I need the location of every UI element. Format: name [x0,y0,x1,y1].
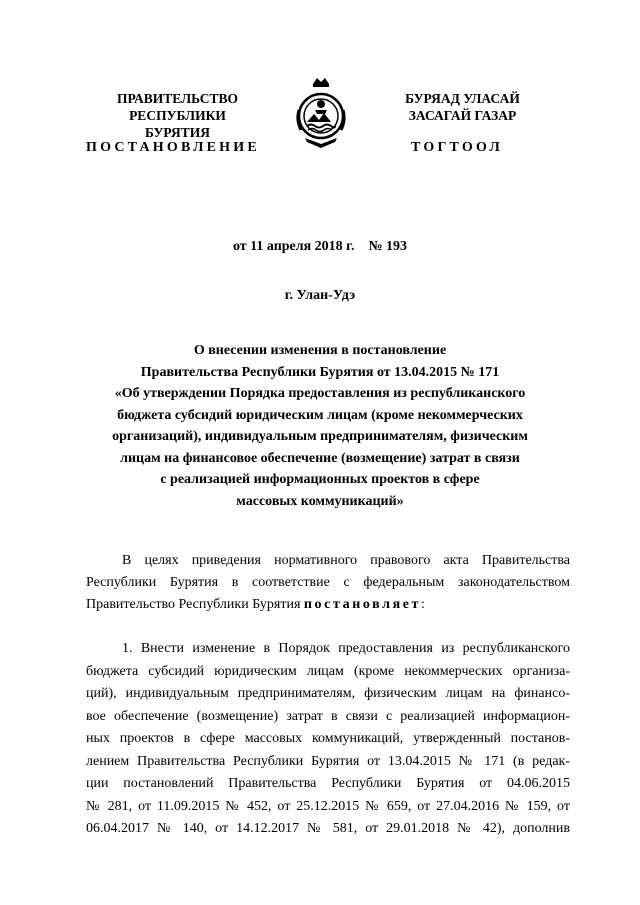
preamble-colon: : [421,597,425,612]
title-line: массовых коммуникаций» [236,493,404,509]
preamble-paragraph [86,550,570,616]
preamble-line-3-prefix: Правительство Республики Бурятия [86,597,301,612]
preamble-line: Республики Бурятия в соответствие с федеральным законодательством [86,575,570,590]
title-line: организаций), индивидуальным предпринимателям, физическим [112,429,528,444]
title-line: лицам на финансовое обеспечение (возмещение) затрат в связи [120,450,520,466]
body-line: 1. Внести изменение в Порядок предоставления из республиканского [122,641,570,656]
doctype-right: ТОГТООЛ [411,140,504,155]
body-line: ных проектов в сфере массовых коммуникаций, утвержденный постанов- [86,731,570,746]
title-line: О внесении изменения в постановление [193,343,447,358]
body-line: вое обеспечение (возмещение) затрат в связи с реализацией информацион- [86,708,570,724]
clause-1-paragraph [86,638,570,841]
body-line: ций), индивидуальным предпринимателям, физическим лицам на финансо- [86,686,570,701]
body-line: бюджета субсидий юридическим лицам (кроме некоммерческих организа- [86,663,570,679]
header-left-authority [95,90,260,141]
header-left-line-1: ПРАВИТЕЛЬСТВО [116,91,238,106]
header-right-line-2: ЗАСАГАЙ ГАЗАР [408,108,517,123]
document-city: г. Улан-Удэ [284,288,356,303]
title-line: бюджета субсидий юридическим лицам (кроме некоммерческих [117,407,523,423]
coat-of-arms-emblem [295,74,347,152]
body-line: лением Правительства Республики Бурятия от 13.04.2015 № 171 (в редак- [86,753,570,769]
title-line: Правительства Республики Бурятия от 13.04.2015 № 171 [140,364,500,380]
preamble-line: В целях приведения нормативного правового акта Правительства [122,553,570,568]
body-line: ции постановлений Правительства Республики Бурятия от 04.06.2015 [86,776,570,791]
title-line: с реализацией информационных проектов в сфере [160,472,480,487]
doctype-left: ПОСТАНОВЛЕНИЕ [86,140,260,155]
body-line: 06.04.2017 № 140, от 14.12.2017 № 581, от 29.01.2018 № 42), дополнив [86,821,570,836]
document-date: от 11 апреля 2018 г. [232,239,355,254]
title-line: «Об утверждении Порядка предоставления из республиканского [114,386,526,401]
header-right-authority [380,90,545,124]
document-number: № 193 [368,239,408,254]
resolves-keyword: постановляет [303,597,422,612]
preamble-line-final [86,594,570,616]
document-date-line [0,239,640,255]
header-left-line-2: РЕСПУБЛИКИ БУРЯТИЯ [129,108,226,140]
body-line: № 281, от 11.09.2015 № 452, от 25.12.2015 № 659, от 27.04.2016 № 159, от [86,798,570,814]
header-right-line-1: БУРЯАД УЛАСАЙ [405,91,520,106]
document-title [60,340,580,512]
